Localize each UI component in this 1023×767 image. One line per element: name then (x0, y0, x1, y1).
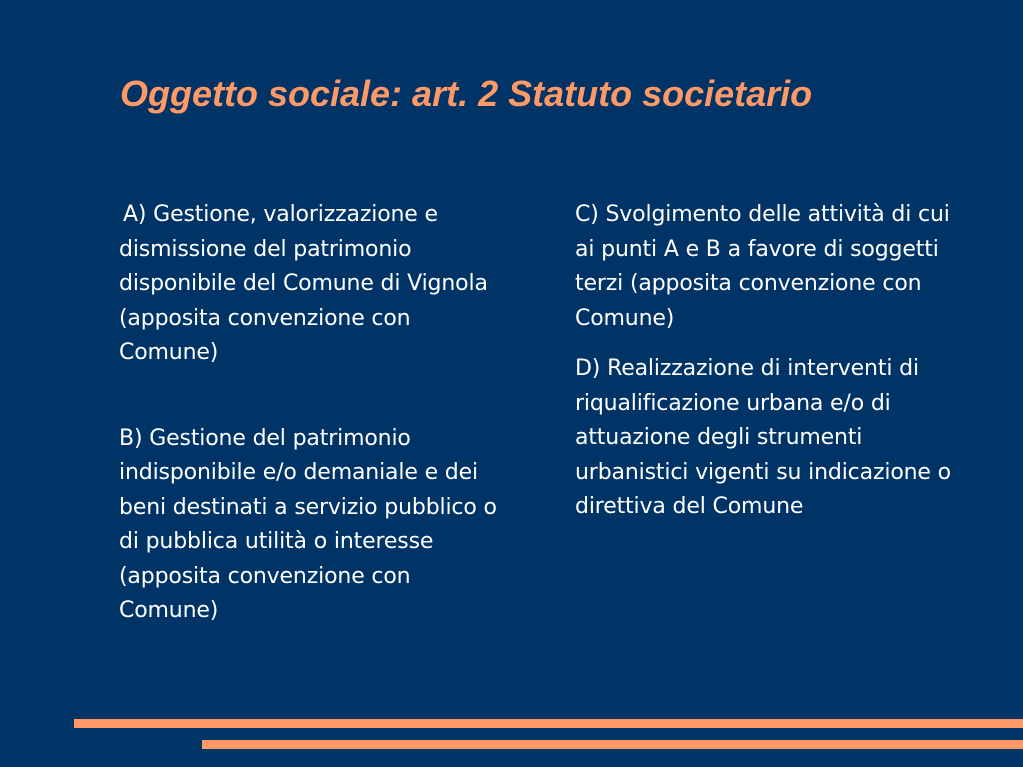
right-column (575, 198, 975, 525)
item-c-text: C) Svolgimento delle attività di cui ai punti A e B a favore di soggetti terzi (apposita convenzione con Comune) (575, 202, 950, 331)
decorative-rule-lower (202, 740, 1023, 749)
item-a-text: A) Gestione, valorizzazione e dismissione del patrimonio disponibile del Comune di Vignola (apposita convenzione con Comune) (119, 202, 488, 365)
paragraph-spacer (119, 371, 511, 422)
left-column (119, 198, 511, 629)
item-d-text: D) Realizzazione di interventi di riqualificazione urbana e/o di attuazione degli strumenti urbanistici vigenti su indicazione o direttiva del Comune (575, 356, 951, 519)
decorative-rule-upper (74, 719, 1023, 728)
paragraph-spacer (575, 336, 975, 352)
slide-title: Oggetto sociale: art. 2 Statuto societario (120, 73, 813, 114)
item-b-text: B) Gestione del patrimonio indisponibile e/o demaniale e dei beni destinati a servizio pubblico o di pubblica utilità o interesse (apposita convenzione con Comune) (119, 425, 497, 623)
